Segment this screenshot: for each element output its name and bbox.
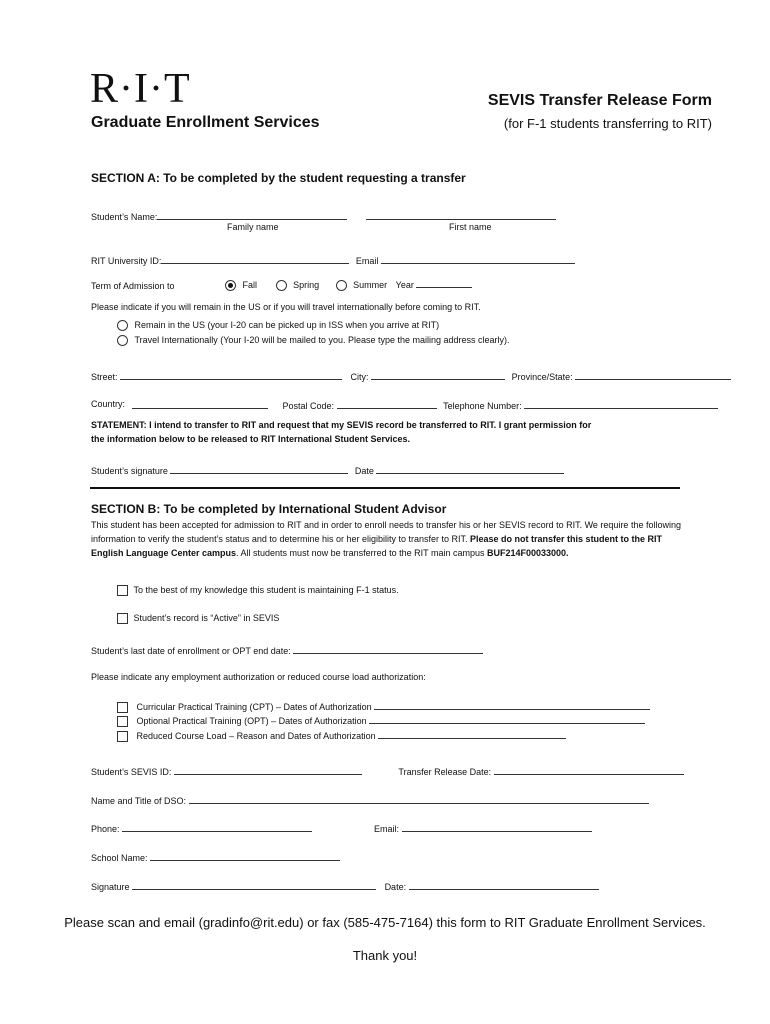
- student-signature-row: [91, 463, 564, 476]
- dso-email-field[interactable]: [402, 821, 592, 832]
- address-row-1: [91, 369, 731, 382]
- dso-email-row: [374, 821, 592, 834]
- section-a-title: SECTION A: To be completed by the student requesting a transfer: [91, 171, 466, 185]
- remain-in-us-label: Remain in the US (your I-20 can be picked up in ISS when you arrive at RIT): [134, 320, 440, 330]
- email-label: Email: [355, 256, 379, 266]
- rcl-dates-field[interactable]: [378, 728, 566, 739]
- rcl-row: [117, 728, 566, 742]
- cpt-checkbox[interactable]: [117, 702, 128, 713]
- email-field[interactable]: [381, 253, 575, 264]
- status-check-row: [117, 585, 399, 596]
- statement-line-2: the information below to be released to RIT International Student Services.: [91, 434, 411, 444]
- sevis-id-field[interactable]: [174, 764, 362, 775]
- telephone-field[interactable]: [524, 398, 718, 409]
- statement-line-1: STATEMENT: I intend to transfer to RIT and request that my SEVIS record be transferred to RIT. I grant permission for: [91, 420, 592, 430]
- address-row-2: [132, 398, 718, 411]
- travel-international-label: Travel Internationally (Your I-20 will be mailed to you. Please type the mailing address clearly).: [134, 335, 510, 345]
- city-label: City:: [350, 372, 369, 382]
- school-field[interactable]: [150, 850, 340, 861]
- travel-question: Please indicate if you will remain in the US or if you will travel internationally before coming to RIT.: [91, 302, 481, 312]
- active-record-label: Student’s record is “Active” in SEVIS: [133, 613, 280, 623]
- street-label: Street:: [91, 372, 118, 382]
- first-name-caption: First name: [449, 222, 492, 232]
- opt-row: [117, 713, 645, 727]
- province-label: Province/State:: [511, 372, 573, 382]
- opt-checkbox[interactable]: [117, 716, 128, 727]
- maintaining-status-label: To the best of my knowledge this student is maintaining F-1 status.: [133, 585, 399, 595]
- maintaining-status-checkbox[interactable]: [117, 585, 128, 596]
- dso-row: [91, 793, 649, 806]
- school-row: [91, 850, 340, 863]
- dso-field[interactable]: [189, 793, 649, 804]
- opt-label: Optional Practical Training (OPT) – Dates of Authorization: [136, 716, 367, 726]
- postal-code-label: Postal Code:: [282, 401, 335, 411]
- dso-email-label: Email:: [374, 824, 400, 834]
- last-date-row: [91, 643, 483, 656]
- term-options: [225, 277, 472, 291]
- student-signature-field[interactable]: [170, 463, 348, 474]
- active-check-row: [117, 613, 279, 624]
- section-b-intro: This student has been accepted for admission to RIT and in order to enroll needs to transfer his or her SEVIS record to RIT. We require the following information to verify the student’s status and to determine his or her eligibility to transfer to RIT. Please do not transfer this student to the RIT English Language Center campus. All students must now be transferred to the RIT main campus BUF214F00033000.: [91, 520, 681, 558]
- student-name-row: [91, 209, 556, 222]
- remain-in-us-radio[interactable]: [117, 320, 128, 331]
- dso-date-label: Date:: [384, 882, 407, 892]
- cpt-dates-field[interactable]: [374, 699, 650, 710]
- student-signature-label: Student’s signature: [91, 466, 168, 476]
- year-field[interactable]: [416, 277, 472, 288]
- university-id-row: [91, 253, 575, 266]
- term-fall-radio[interactable]: [225, 280, 236, 291]
- street-field[interactable]: [120, 369, 342, 380]
- year-label: Year: [395, 280, 414, 290]
- dso-label: Name and Title of DSO:: [91, 796, 187, 806]
- opt-dates-field[interactable]: [369, 713, 645, 724]
- city-field[interactable]: [371, 369, 505, 380]
- last-date-field[interactable]: [293, 643, 483, 654]
- release-date-label: Transfer Release Date:: [398, 767, 492, 777]
- phone-field[interactable]: [122, 821, 312, 832]
- province-field[interactable]: [575, 369, 731, 380]
- travel-option-international: [117, 335, 510, 346]
- postal-code-field[interactable]: [337, 398, 437, 409]
- dso-signature-field[interactable]: [132, 879, 376, 890]
- university-id-field[interactable]: [161, 253, 349, 264]
- release-date-field[interactable]: [494, 764, 684, 775]
- dso-date-field[interactable]: [409, 879, 599, 890]
- family-name-caption: Family name: [227, 222, 279, 232]
- student-date-field[interactable]: [376, 463, 564, 474]
- university-id-label: RIT University ID:: [91, 256, 162, 266]
- term-summer-radio[interactable]: [336, 280, 347, 291]
- term-spring-radio[interactable]: [276, 280, 287, 291]
- footer-thanks: Thank you!: [352, 948, 418, 963]
- sevis-id-label: Student’s SEVIS ID:: [91, 767, 172, 777]
- form-title: SEVIS Transfer Release Form: [487, 92, 712, 109]
- form-subtitle: (for F-1 students transferring to RIT): [503, 116, 712, 131]
- section-b-title: SECTION B: To be completed by International Student Advisor: [91, 502, 447, 516]
- term-spring-label: Spring: [293, 280, 320, 290]
- term-label: Term of Admission to: [91, 281, 175, 291]
- telephone-label: Telephone Number:: [443, 401, 522, 411]
- term-fall-label: Fall: [242, 280, 258, 290]
- employment-question: Please indicate any employment authorization or reduced course load authorization:: [91, 672, 426, 682]
- travel-option-remain: [117, 320, 439, 331]
- student-name-label: Student’s Name:: [91, 212, 158, 222]
- dso-signature-row: [91, 879, 599, 892]
- rit-logo: R·I·T: [90, 66, 191, 112]
- rcl-label: Reduced Course Load – Reason and Dates of Authorization: [136, 731, 376, 741]
- section-divider: [90, 487, 680, 489]
- phone-row: [91, 821, 312, 834]
- dso-signature-label: Signature: [91, 882, 130, 892]
- country-label: Country:: [91, 399, 126, 409]
- last-date-label: Student’s last date of enrollment or OPT end date:: [91, 646, 291, 656]
- travel-international-radio[interactable]: [117, 335, 128, 346]
- sevis-id-row: [91, 764, 684, 777]
- country-field[interactable]: [132, 398, 268, 409]
- school-label: School Name:: [91, 853, 148, 863]
- cpt-label: Curricular Practical Training (CPT) – Dates of Authorization: [136, 702, 372, 712]
- student-date-label: Date: [354, 466, 374, 476]
- phone-label: Phone:: [91, 824, 120, 834]
- active-record-checkbox[interactable]: [117, 613, 128, 624]
- cpt-row: [117, 699, 650, 713]
- family-name-field[interactable]: [157, 209, 347, 220]
- first-name-field[interactable]: [366, 209, 556, 220]
- department-name: Graduate Enrollment Services: [91, 114, 320, 131]
- term-summer-label: Summer: [353, 280, 388, 290]
- footer-instruction: Please scan and email (gradinfo@rit.edu) or fax (585-475-7164) this form to RIT Graduate Enrollment Services.: [64, 915, 706, 930]
- rcl-checkbox[interactable]: [117, 731, 128, 742]
